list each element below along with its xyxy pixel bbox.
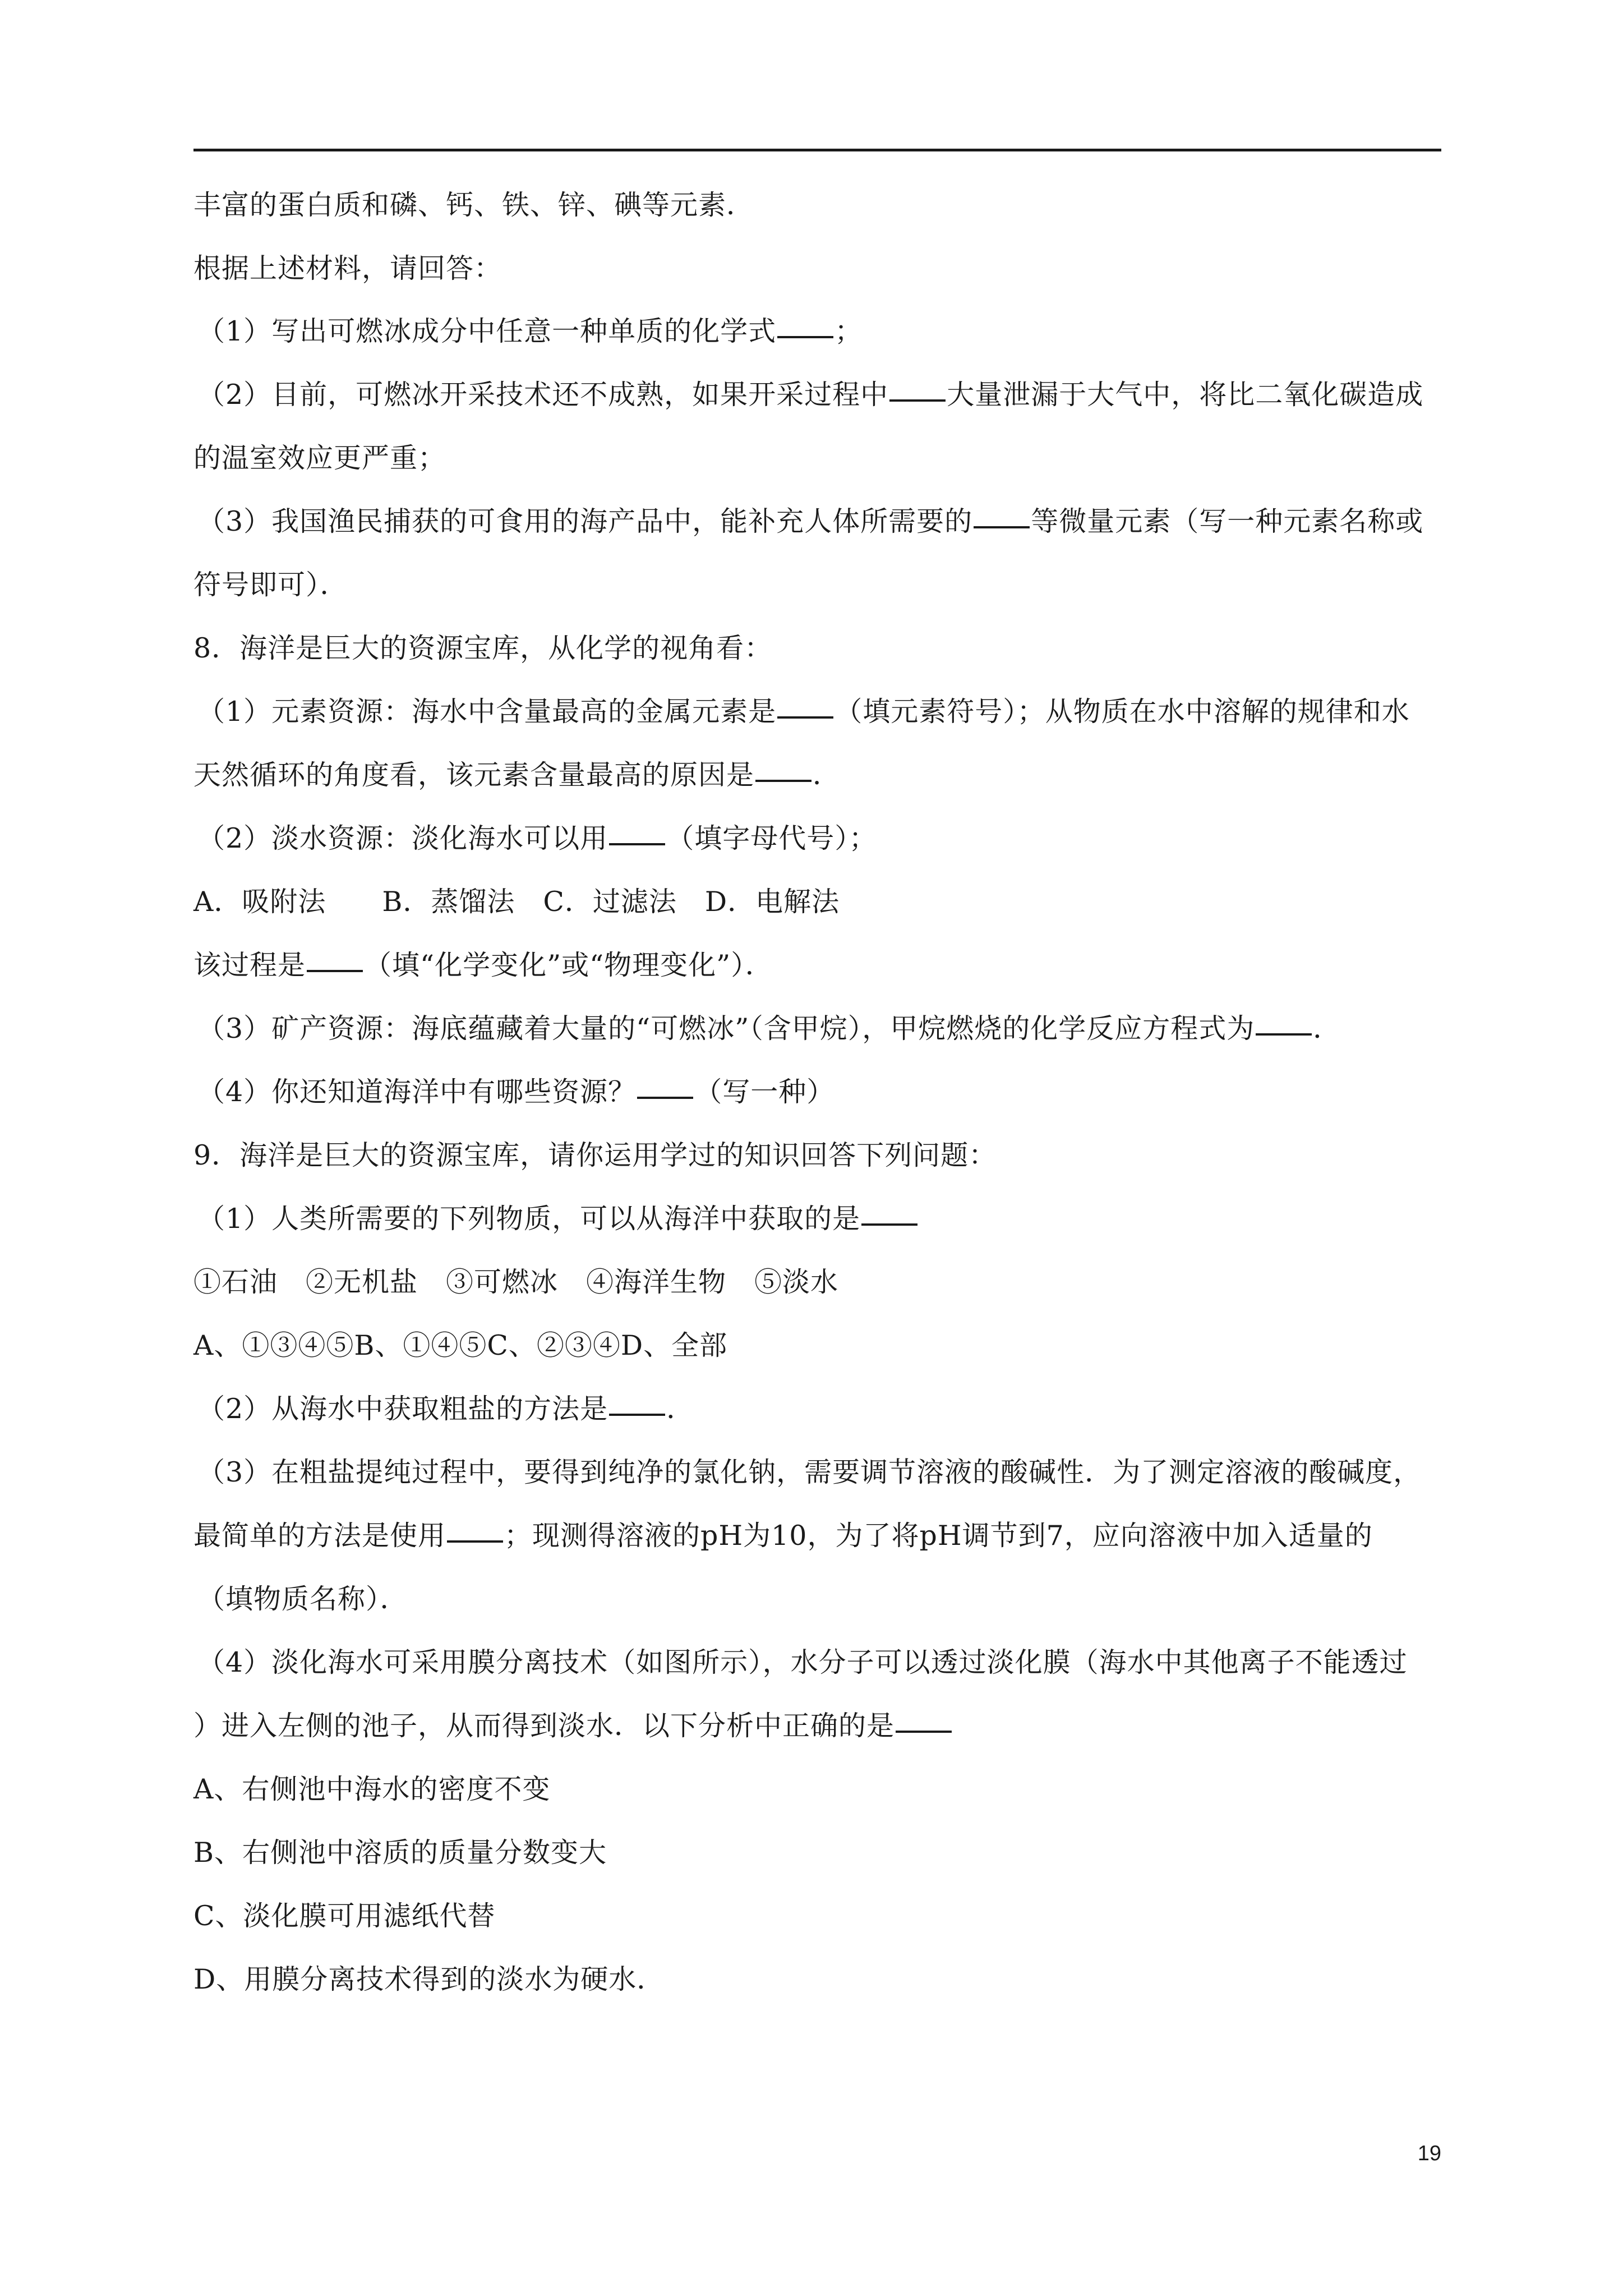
text-line — [193, 1328, 727, 1364]
text-line — [193, 251, 502, 287]
text-line — [193, 187, 754, 223]
text-line — [193, 1898, 496, 1934]
text-line — [197, 1581, 408, 1617]
line-text: A．吸附法 B．蒸馏法 C．过滤法 D．电解法 — [193, 886, 840, 918]
text-line — [193, 1264, 838, 1300]
line-text: A、右侧池中海水的密度不变 — [193, 1773, 551, 1805]
text-line — [197, 1645, 1408, 1681]
answer-blank[interactable] — [896, 1731, 952, 1733]
header-rule — [193, 149, 1441, 151]
text-line — [193, 1708, 953, 1744]
text-line — [197, 504, 1423, 540]
text-line — [197, 694, 1410, 730]
answer-blank[interactable] — [777, 336, 833, 338]
text-line — [197, 314, 863, 349]
line-text-after: ；现测得溶液的pH为10，为了将pH调节到7，应向溶液中加入适量的 — [504, 1520, 1373, 1552]
text-line — [197, 1455, 1421, 1490]
line-text: （3）我国渔民捕获的可食用的海产品中，能补充人体所需要的 — [197, 505, 973, 537]
line-text: （2）淡水资源：淡化海水可以用 — [197, 822, 608, 854]
line-text: （填物质名称）． — [197, 1583, 408, 1615]
line-text: （3）在粗盐提纯过程中，要得到纯净的氯化钠，需要调节溶液的酸碱性．为了测定溶液的酸碱度， — [197, 1456, 1422, 1488]
line-text: （4）你还知道海洋中有哪些资源？ — [197, 1076, 637, 1108]
line-text-after: 大量泄漏于大气中，将比二氧化碳造成 — [947, 379, 1424, 411]
line-text: （4）淡化海水可采用膜分离技术（如图所示），水分子可以透过淡化膜（海水中其他离子不能透过 — [197, 1646, 1408, 1678]
answer-blank[interactable] — [1256, 1033, 1312, 1036]
text-line — [197, 1201, 919, 1237]
text-line — [193, 1772, 550, 1807]
text-line — [193, 1962, 665, 1998]
line-text-after: ． — [813, 759, 841, 791]
answer-blank[interactable] — [777, 716, 833, 719]
text-line — [193, 1518, 1373, 1554]
line-text-after: 等微量元素（写一种元素名称或 — [1031, 505, 1424, 537]
line-text-after: （填字母代号）； — [666, 822, 877, 854]
line-text: （1）写出可燃冰成分中任意一种单质的化学式 — [197, 315, 777, 347]
line-text: （3）矿产资源：海底蕴藏着大量的“可燃冰”（含甲烷），甲烷燃烧的化学反应方程式为 — [197, 1013, 1255, 1045]
answer-blank[interactable] — [889, 399, 946, 402]
text-line — [193, 947, 773, 983]
text-line — [193, 440, 446, 476]
line-text-after: （填“化学变化”或“物理变化”）． — [364, 949, 773, 981]
text-line — [193, 1835, 607, 1871]
answer-blank[interactable] — [861, 1223, 917, 1226]
line-text: ①石油 ②无机盐 ③可燃冰 ④海洋生物 ⑤淡水 — [193, 1266, 839, 1298]
text-line — [197, 1011, 1341, 1047]
line-text: D、用膜分离技术得到的淡水为硬水． — [193, 1963, 665, 1995]
text-line — [197, 1391, 694, 1427]
text-line — [197, 821, 877, 857]
text-line — [193, 1138, 997, 1174]
answer-blank[interactable] — [974, 526, 1030, 528]
line-text-after: （填元素符号）；从物质在水中溶解的规律和水 — [834, 696, 1410, 728]
answer-blank[interactable] — [447, 1540, 503, 1543]
text-line — [193, 567, 348, 603]
line-text: （1）元素资源：海水中含量最高的金属元素是 — [197, 696, 777, 728]
line-text: 符号即可）． — [193, 569, 348, 601]
line-text: ）进入左侧的池子，从而得到淡水．以下分析中正确的是 — [193, 1710, 895, 1742]
line-text: （1）人类所需要的下列物质，可以从海洋中获取的是 — [197, 1203, 861, 1235]
text-line — [197, 1074, 834, 1110]
line-text: 根据上述材料，请回答： — [193, 252, 502, 284]
answer-blank[interactable] — [755, 780, 811, 782]
text-line — [193, 757, 841, 793]
line-text: （2）从海水中获取粗盐的方法是 — [197, 1393, 608, 1425]
line-text: 的温室效应更严重； — [193, 442, 446, 474]
line-text: 最简单的方法是使用 — [193, 1520, 446, 1552]
line-text: 9．海洋是巨大的资源宝库，请你运用学过的知识回答下列问题： — [193, 1139, 997, 1171]
line-text: 丰富的蛋白质和磷、钙、铁、锌、碘等元素． — [193, 189, 755, 221]
page-number: 19 — [1417, 2142, 1441, 2165]
line-text-after: ． — [666, 1393, 695, 1425]
text-line — [193, 884, 840, 920]
line-text: B、右侧池中溶质的质量分数变大 — [193, 1837, 607, 1869]
line-text: 天然循环的角度看，该元素含量最高的原因是 — [193, 759, 755, 791]
answer-blank[interactable] — [609, 843, 665, 845]
line-text: （2）目前，可燃冰开采技术还不成熟，如果开采过程中 — [197, 379, 889, 411]
line-text: C、淡化膜可用滤纸代替 — [193, 1900, 496, 1932]
line-text: 该过程是 — [193, 949, 306, 981]
line-text: 8．海洋是巨大的资源宝库，从化学的视角看： — [193, 632, 773, 664]
answer-blank[interactable] — [307, 970, 363, 972]
text-line — [197, 377, 1423, 413]
answer-blank[interactable] — [609, 1414, 665, 1416]
answer-blank[interactable] — [637, 1097, 693, 1099]
line-text-after: ． — [1313, 1013, 1341, 1045]
line-text-after: （写一种） — [694, 1076, 835, 1108]
text-line — [193, 631, 772, 666]
line-text: A、①③④⑤B、①④⑤C、②③④D、全部 — [193, 1329, 728, 1361]
line-text-after: ； — [834, 315, 863, 347]
